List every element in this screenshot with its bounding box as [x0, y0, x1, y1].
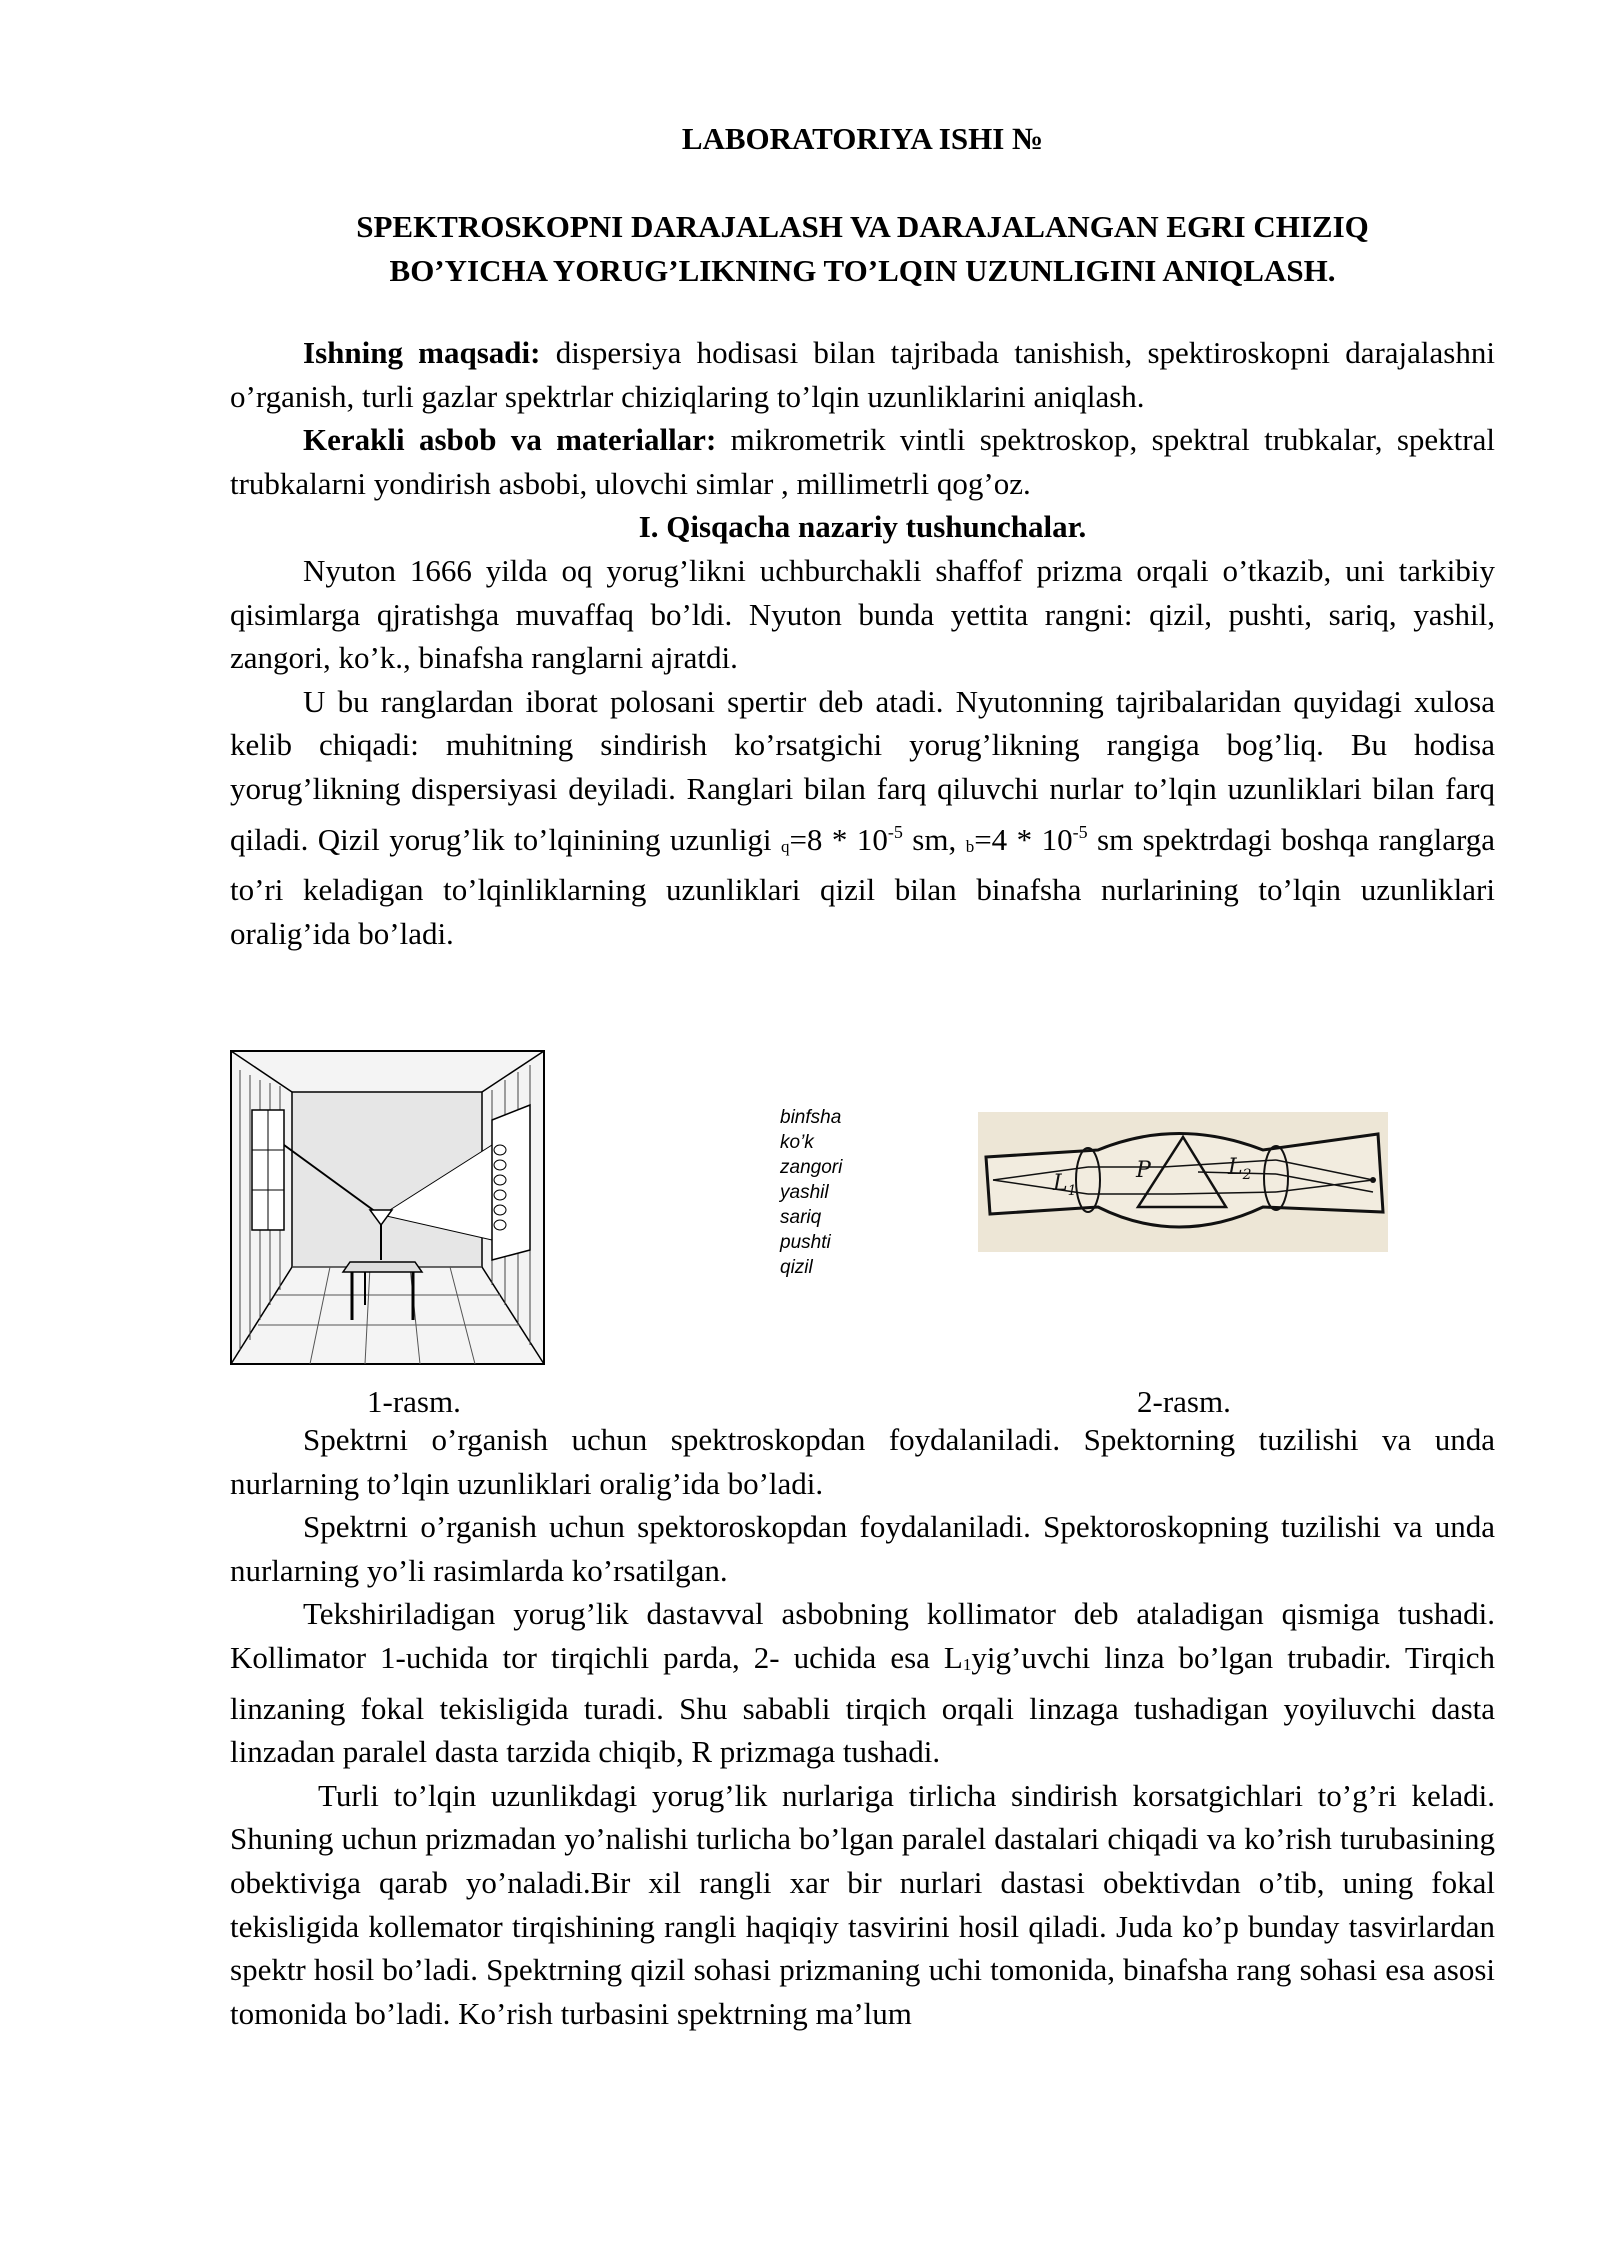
- lambda-b-subscript: b: [965, 836, 975, 856]
- legend-item: yashil: [780, 1182, 829, 1203]
- dispersion-text-b: sm spektrdagi boshqa ranglarga to’ri keladigan to’lqinliklarning uzunliklari qizil bilan binafsha nurlarining to’lqin uzunliklari oralig’ida bo’ladi.: [230, 821, 1495, 951]
- collimator-text-a: Tekshiriladigan yorug’lik dastavval asbobning kollimator deb ataladigan qismiga tushadi. Kollimator 1-uchida tor tirqichli parda, 2- uchida esa L: [230, 1596, 1495, 1675]
- refraction-paragraph: Turli to’lqin uzunlikdagi yorug’lik nurlariga tirlicha sindirish korsatgichlari to’g’ri keladi. Shuning uchun prizmadan yo’nalishi turlicha bo’lgan paralel dastalari chiqadi va ko’rish turubasining obektiviga qarab yo’naladi.Bir xil rangli xar bir nurlari dastasi obektivdan o’tib, uning fokal tekisligida kollemator tirqishining rangli haqiqiy tasvirini hosil qiladi. Juda ko’p bunday tasvirlardan spektr hosil bo’ladi. Spektrning qizil sohasi prizmaning uchi tomonida, binafsha rang sohasi esa asosi tomonida bo’ladi. Ko’rish turbasini spektrning ma’lum: [230, 1777, 1495, 2031]
- legend-item: qizil: [780, 1257, 813, 1278]
- aim-text: dispersiya hodisasi bilan tajribada tanishish, spektiroskopni darajalashni o’rganish, turli gazlar spektrlar chiziqlaring to’lqin uzunliklarini aniqlash.: [230, 335, 1495, 414]
- figure-1-caption: 1-rasm.: [367, 1384, 461, 1419]
- figure-2-spectroscope-diagram: [978, 1112, 1388, 1252]
- legend-item: zangori: [780, 1157, 843, 1178]
- lens-subscript: 1: [962, 1654, 972, 1674]
- legend-item: ko’k: [780, 1132, 814, 1153]
- dispersion-paragraph: [230, 680, 1495, 956]
- exponent-2: -5: [1072, 821, 1088, 842]
- legend-item: binfsha: [780, 1107, 842, 1128]
- lab-heading: LABORATORIYA ISHI №: [681, 121, 1044, 156]
- exponent-1: -5: [887, 821, 903, 842]
- legend-item: sariq: [780, 1207, 822, 1228]
- spectroscope-paragraph-2: Spektrni o’rganish uchun spektoroskopdan foydalaniladi. Spektoroskopning tuzilishi va unda nurlarning yo’li rasimlarda ko’rsatilgan.: [230, 1509, 1495, 1588]
- lambda-b-value: =4 * 10: [974, 821, 1073, 857]
- tools-paragraph: [230, 418, 1495, 505]
- text-block-2: [230, 1418, 1495, 2035]
- lambda-q-value: =8 * 10: [789, 821, 888, 857]
- text-block-1: [230, 331, 1495, 955]
- aim-paragraph: [230, 331, 1495, 418]
- newton-paragraph: Nyuton 1666 yilda oq yorug’likni uchburchakli shaffof prizma orqali o’tkazib, uni tarkibiy qisimlarga qjratishga muvaffaq bo’ldi. Nyuton bunda yettita rangni: qizil, pushti, sariq, yashil, zangori, ko’k., binafsha ranglarni ajratdi.: [230, 552, 1495, 676]
- spectrum-color-legend: [780, 1105, 842, 1280]
- title-line-2: BO’YICHA YORUG’LIKNING TO’LQIN UZUNLIGINI ANIQLASH.: [389, 253, 1336, 288]
- tools-text: mikrometrik vintli spektroskop, spektral trubkalar, spektral trubkalarni yondirish asbobi, ulovchi simlar , millimetrli qog’oz.: [230, 422, 1495, 501]
- tools-label: Kerakli asbob va materiallar:: [303, 422, 717, 458]
- title-line-1: SPEKTROSKOPNI DARAJALASH VA DARAJALANGAN EGRI CHIZIQ: [356, 209, 1369, 244]
- figure-2-caption: 2-rasm.: [1137, 1384, 1231, 1419]
- lambda-q-subscript: q: [780, 836, 790, 856]
- label-l2: $L_2$: [1228, 1155, 1252, 1183]
- collimator-text-b: yig’uvchi linza bo’lgan trubadir. Tirqich linzaning fokal tekisligida turadi. Shu sababli tirqich orqali linzaga tushadigan yoyiluvchi dasta linzadan paralel dasta tarzida chiqib, R prizmaga tushadi.: [230, 1639, 1496, 1770]
- collimator-paragraph: [230, 1592, 1495, 1773]
- label-p: P: [1136, 1158, 1151, 1183]
- section-heading: I. Qisqacha nazariy tushunchalar.: [638, 509, 1087, 545]
- aim-label: Ishning maqsadi:: [303, 335, 541, 370]
- figure-1-newton-room: [230, 1050, 545, 1365]
- unit-1: sm,: [902, 821, 966, 857]
- legend-item: pushti: [780, 1232, 831, 1253]
- spectroscope-paragraph-1: Spektrni o’rganish uchun spektroskopdan foydalaniladi. Spektorning tuzilishi va unda nurlarning to’lqin uzunliklari oralig’ida bo’ladi.: [230, 1422, 1495, 1501]
- dispersion-text-a: U bu ranglardan iborat polosani spertir deb atadi. Nyutonning tajribalaridan quyidagi xulosa kelib chiqadi: muhitning sindirish ko’rsatgichi yorug’likning rangiga bog’liq. Bu hodisa yorug’likning dispersiyasi deyiladi. Ranglari bilan farq qiluvchi nurlar to’lqin uzunliklari bilan farq qiladi. Qizil yorug’lik to’lqinining uzunligi: [230, 683, 1495, 857]
- label-l1: $L_1$: [1053, 1171, 1077, 1199]
